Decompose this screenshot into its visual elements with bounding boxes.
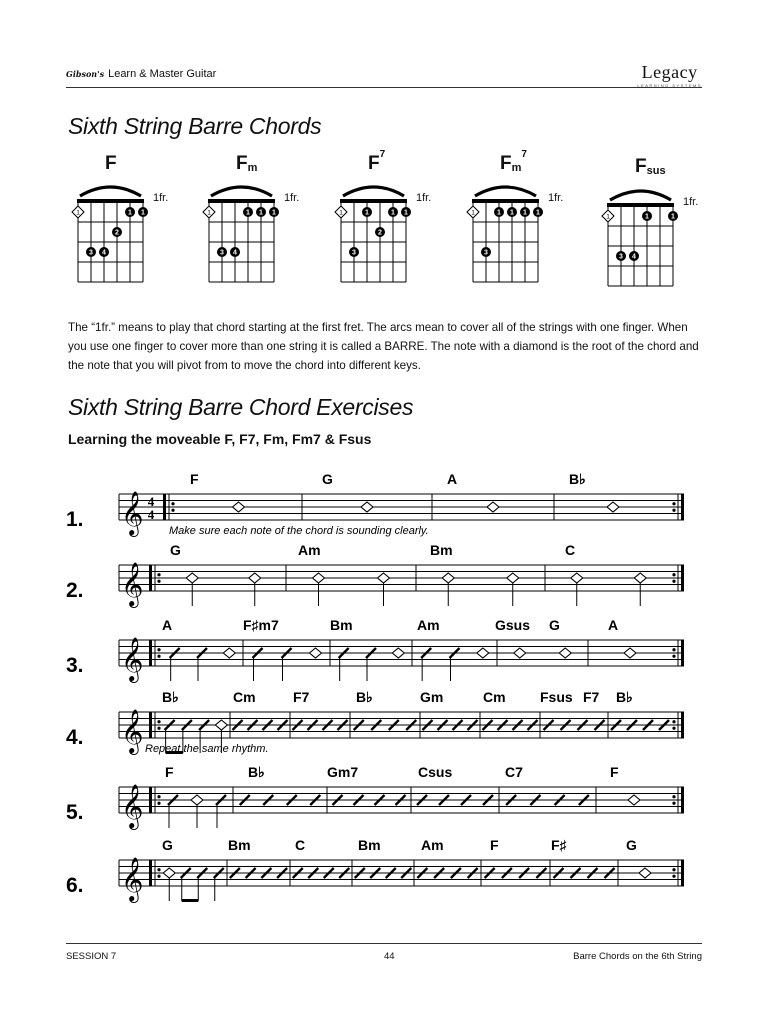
chord-label: F♯	[551, 837, 567, 853]
repeat-dot	[672, 502, 675, 505]
chord-name: $F_m^7$	[500, 149, 527, 174]
note-diamond	[163, 868, 175, 878]
finger-number: 1	[536, 209, 540, 217]
repeat-end-thick	[681, 860, 684, 886]
treble-clef-icon: 𝄞	[121, 784, 144, 828]
time-signature-bottom: 4	[147, 507, 155, 522]
exercise-number: 1.	[66, 508, 84, 531]
footer-chapter: Barre Chords on the 6th String	[573, 951, 702, 962]
repeat-dot	[157, 580, 160, 583]
finger-number: 1	[471, 209, 475, 217]
fret-label: 1fr.	[153, 192, 169, 204]
repeat-start-thick	[163, 494, 166, 520]
repeat-end-thick	[681, 494, 684, 520]
finger-number: 1	[391, 209, 395, 217]
repeat-dot	[672, 795, 675, 798]
finger-number: 2	[115, 229, 119, 237]
treble-clef-icon: 𝄞	[121, 857, 144, 901]
repeat-dot	[157, 648, 160, 651]
chord-label: Gm	[420, 689, 444, 705]
chord-label: Gm7	[327, 764, 359, 780]
exercises-subtitle: Learning the moveable F, F7, Fm, Fm7 & Fsus	[68, 431, 372, 447]
chord-label: Am	[421, 837, 444, 853]
note-diamond	[186, 573, 198, 583]
exercise-number: 2.	[66, 579, 84, 602]
chord-label: F	[165, 764, 174, 780]
repeat-dot	[157, 802, 160, 805]
repeat-dot	[672, 509, 675, 512]
note-diamond	[191, 795, 203, 805]
note-diamond	[628, 795, 640, 805]
finger-number: 1	[671, 213, 675, 221]
footer-session: SESSION 7	[66, 951, 117, 962]
brand-title: Learn & Master Guitar	[108, 68, 217, 80]
brand-script: Gibson's	[66, 69, 105, 79]
repeat-dot	[171, 509, 174, 512]
chord-name: F	[105, 153, 117, 174]
note-diamond	[507, 573, 519, 583]
finger-number: 1	[523, 209, 527, 217]
chord-label: B♭	[616, 689, 633, 705]
chord-label: C7	[505, 764, 523, 780]
chord-label: Am	[417, 617, 440, 633]
finger-number: 1	[207, 209, 211, 217]
repeat-end-thick	[681, 712, 684, 738]
chord-label: F	[190, 471, 199, 487]
treble-clef-icon: 𝄞	[121, 637, 144, 681]
time-signature-top: 4	[147, 494, 155, 509]
chord-label: B♭	[248, 764, 265, 780]
exercise-number: 3.	[66, 654, 84, 677]
chord-label: F	[490, 837, 499, 853]
finger-number: 1	[606, 213, 610, 221]
finger-number: 1	[365, 209, 369, 217]
exercise-number: 4.	[66, 726, 84, 749]
repeat-start-thick	[149, 787, 152, 813]
finger-number: 3	[89, 249, 93, 257]
note-diamond	[514, 648, 526, 658]
finger-number: 1	[510, 209, 514, 217]
footer-rule	[66, 943, 702, 944]
chord-label: B♭	[569, 471, 586, 487]
footer-page-number: 44	[384, 951, 395, 962]
repeat-dot	[672, 875, 675, 878]
chord-label: F7	[583, 689, 600, 705]
repeat-start-thick	[149, 565, 152, 591]
chord-name: $F_m$	[236, 153, 258, 174]
chord-label: Bm	[330, 617, 353, 633]
finger-number: 4	[102, 249, 106, 257]
repeat-dot	[672, 802, 675, 805]
repeat-dot	[157, 720, 160, 723]
chord-label: F♯m7	[243, 617, 279, 633]
finger-number: 1	[497, 209, 501, 217]
repeat-end-thick	[681, 787, 684, 813]
note-diamond	[607, 502, 619, 512]
finger-number: 4	[632, 253, 636, 261]
treble-clef-icon: 𝄞	[121, 491, 144, 535]
repeat-dot	[672, 573, 675, 576]
section-title-exercises: Sixth String Barre Chord Exercises	[68, 394, 414, 420]
repeat-dot	[157, 655, 160, 658]
chord-label: G	[322, 471, 333, 487]
explanation-paragraph: The “1fr.” means to play that chord starting at the first fret. The arcs mean to cover all of the strings with one finger. When you use one finger to cover more than one string it is called a BARRE. The note with a diamond is the root of the chord and the note that you will pivot from to move the chord into different keys.	[68, 321, 699, 372]
note-diamond	[392, 648, 404, 658]
chord-label: F	[610, 764, 619, 780]
chord-label: Bm	[228, 837, 251, 853]
treble-clef-icon: 𝄞	[121, 562, 144, 606]
repeat-dot	[672, 580, 675, 583]
finger-number: 1	[645, 213, 649, 221]
finger-number: 1	[141, 209, 145, 217]
chord-label: Bm	[358, 837, 381, 853]
chord-label: Cm	[233, 689, 256, 705]
chord-label: C	[565, 542, 576, 558]
repeat-start-thick	[149, 640, 152, 666]
finger-number: 1	[339, 209, 343, 217]
note-diamond	[559, 648, 571, 658]
note-diamond	[378, 573, 390, 583]
chord-name: $F_{sus}$	[635, 156, 666, 177]
repeat-end-thick	[681, 640, 684, 666]
finger-number: 1	[128, 209, 132, 217]
chord-name: $F^7$	[368, 149, 386, 174]
exercise-number: 5.	[66, 801, 84, 824]
note-diamond	[624, 648, 636, 658]
repeat-dot	[157, 795, 160, 798]
repeat-dot	[672, 655, 675, 658]
chord-label: Cm	[483, 689, 506, 705]
chord-label: G	[170, 542, 181, 558]
note-diamond	[361, 502, 373, 512]
repeat-dot	[672, 720, 675, 723]
exercise-annotation: Make sure each note of the chord is sounding clearly.	[169, 525, 429, 537]
finger-number: 4	[233, 249, 237, 257]
exercise-number: 6.	[66, 874, 84, 897]
note-diamond	[233, 502, 245, 512]
chord-label: Gsus	[495, 617, 531, 633]
finger-number: 1	[272, 209, 276, 217]
chord-label: Fsus	[540, 689, 573, 705]
note-diamond	[310, 648, 322, 658]
repeat-dot	[157, 875, 160, 878]
chord-label: A	[447, 471, 458, 487]
fret-label: 1fr.	[416, 192, 432, 204]
note-diamond	[487, 502, 499, 512]
note-diamond	[634, 573, 646, 583]
chord-label: F7	[293, 689, 310, 705]
chord-label: Csus	[418, 764, 453, 780]
finger-number: 3	[619, 253, 623, 261]
finger-number: 3	[220, 249, 224, 257]
chord-label: C	[295, 837, 306, 853]
repeat-end-thick	[681, 565, 684, 591]
repeat-start-thick	[149, 712, 152, 738]
note-diamond	[442, 573, 454, 583]
chord-label: Bm	[430, 542, 453, 558]
fret-label: 1fr.	[284, 192, 300, 204]
section-title-barre-chords: Sixth String Barre Chords	[68, 113, 322, 139]
finger-number: 1	[76, 209, 80, 217]
finger-number: 2	[378, 229, 382, 237]
chord-label: A	[162, 617, 173, 633]
repeat-dot	[157, 868, 160, 871]
logo-subtext: LEARNING SYSTEMS	[637, 83, 702, 88]
finger-number: 3	[484, 249, 488, 257]
fret-label: 1fr.	[683, 196, 699, 208]
repeat-dot	[157, 727, 160, 730]
chord-label: B♭	[162, 689, 179, 705]
note-diamond	[215, 720, 227, 730]
chord-label: B♭	[356, 689, 373, 705]
note-diamond	[249, 573, 261, 583]
repeat-start-thick	[149, 860, 152, 886]
chord-label: Am	[298, 542, 321, 558]
repeat-dot	[672, 648, 675, 651]
note-diamond	[639, 868, 651, 878]
repeat-dot	[171, 502, 174, 505]
note-diamond	[477, 648, 489, 658]
finger-number: 3	[352, 249, 356, 257]
exercise-annotation: Repeat the same rhythm.	[145, 743, 269, 755]
note-diamond	[571, 573, 583, 583]
note-diamond	[313, 573, 325, 583]
treble-clef-icon: 𝄞	[121, 709, 144, 753]
fret-label: 1fr.	[548, 192, 564, 204]
repeat-dot	[157, 573, 160, 576]
repeat-dot	[672, 727, 675, 730]
chord-label: A	[608, 617, 619, 633]
beam	[182, 899, 199, 902]
chord-label: G	[162, 837, 173, 853]
chord-label: G	[549, 617, 560, 633]
chord-label: G	[626, 837, 637, 853]
note-diamond	[223, 648, 235, 658]
finger-number: 1	[259, 209, 263, 217]
finger-number: 1	[404, 209, 408, 217]
logo-text: Legacy	[641, 62, 698, 82]
finger-number: 1	[246, 209, 250, 217]
repeat-dot	[672, 868, 675, 871]
